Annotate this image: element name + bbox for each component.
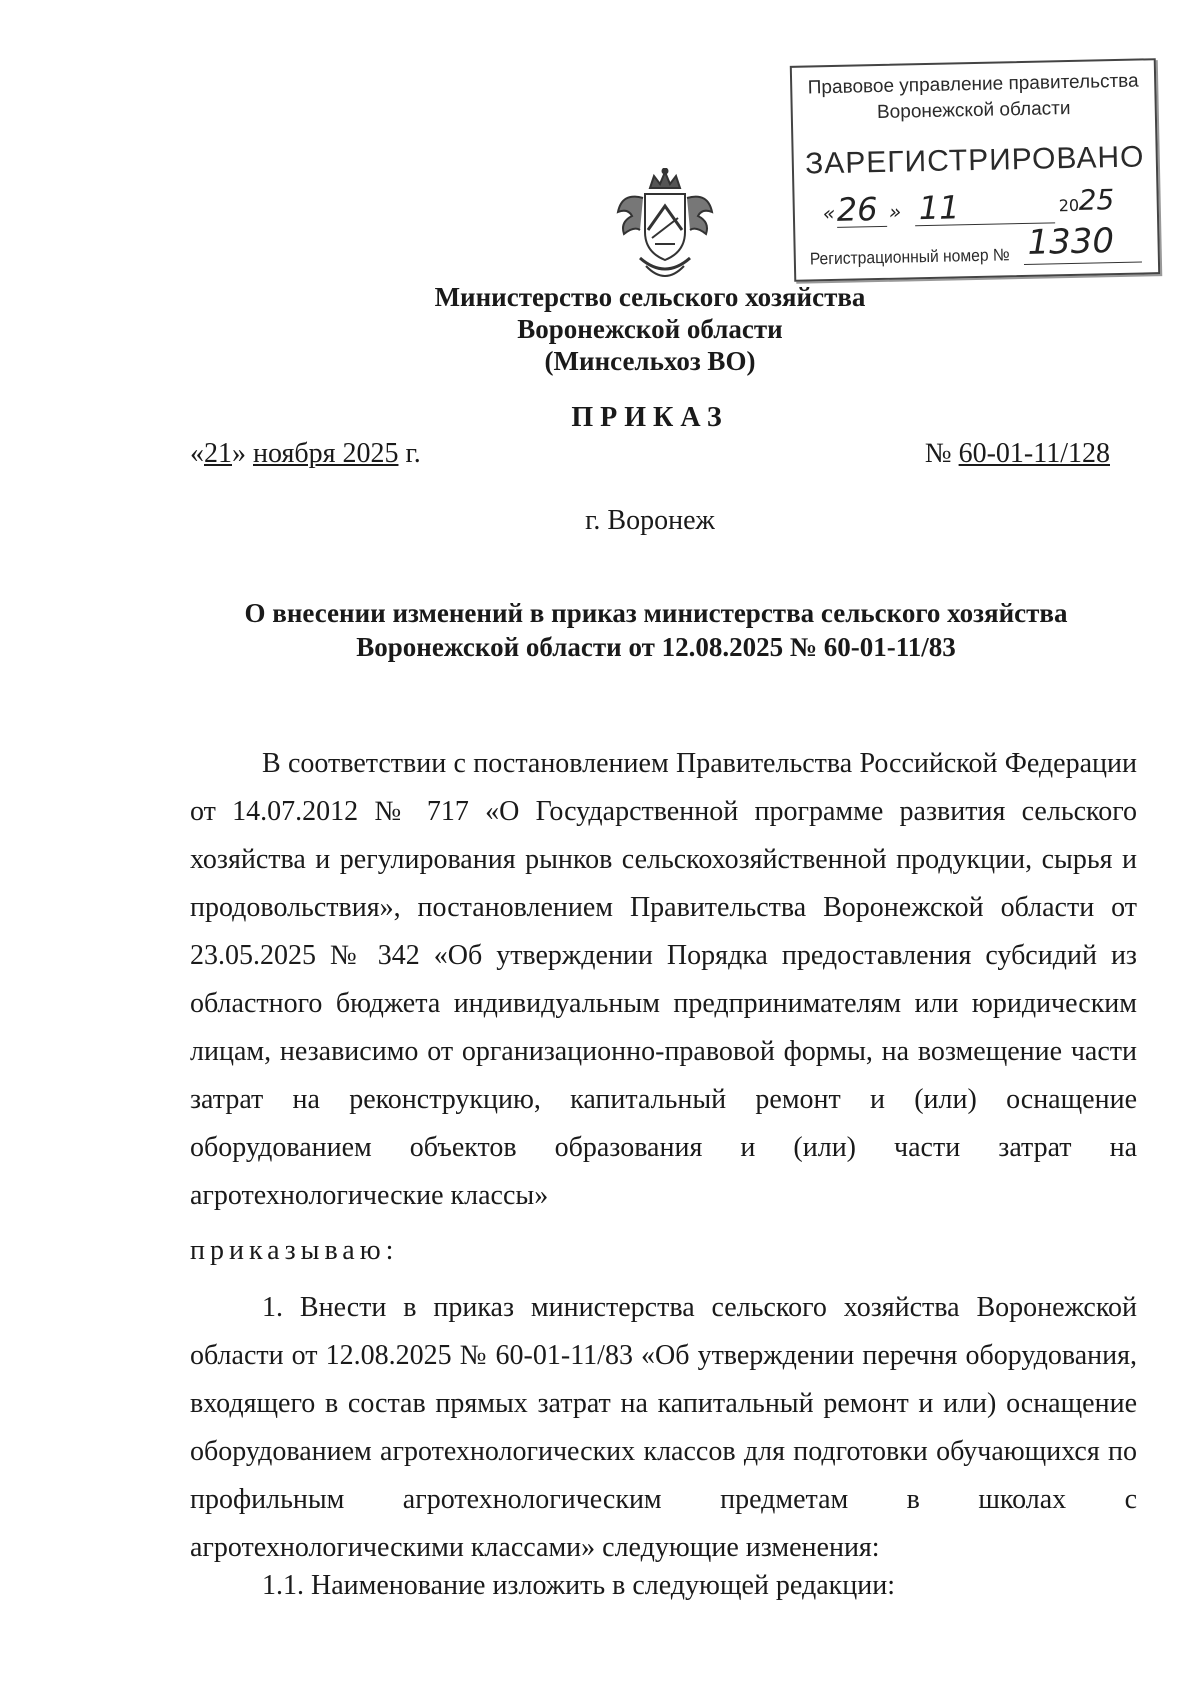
stamp-org-line2: Воронежской области (876, 97, 1071, 124)
body-paragraph-3: 1.1. Наименование изложить в следующей редакции: (262, 1570, 895, 1601)
order-word: приказываю: (190, 1235, 399, 1266)
stamp-date-day: 26 (836, 190, 878, 229)
document-type: ПРИКАЗ (571, 402, 729, 433)
date-month-year: ноября 2025 (253, 438, 399, 469)
date-close-quote: » (232, 438, 246, 469)
city: г. Воронеж (585, 505, 715, 536)
stamp-date-year-prefix: 20 (1058, 195, 1080, 216)
stamp-number-value: 1330 (1027, 221, 1115, 263)
body-paragraph-2: 1. Внести в приказ министерства сельского хозяйства Воронежской области от 12.08.2025 № 60-01-11/83 «Об утверждении перечня оборудования, входящего в состав прямых затрат на капитальный ремонт и или) оснащение оборудованием агротехнологических классов для подготовки обучающихся по профильным агротехнологическим предметам в школах с агротехнологическими классами» следующие изменения: (190, 1292, 1137, 1563)
subject-line1: О внесении изменений в приказ министерства сельского хозяйства (244, 598, 1068, 628)
stamp-status: ЗАРЕГИСТРИРОВАНО (804, 140, 1145, 181)
order-date (190, 438, 421, 470)
registration-stamp (790, 58, 1160, 282)
stamp-number-row (809, 221, 1150, 273)
order-number (925, 438, 1110, 470)
date-suffix: г. (398, 438, 421, 469)
coat-of-arms-icon (610, 168, 720, 286)
stamp-date-year-suffix: 25 (1078, 183, 1115, 217)
stamp-date-month: 11 (918, 188, 960, 228)
order-number-prefix: № (924, 438, 959, 469)
order-number-value: 60-01-11/128 (958, 438, 1110, 469)
stamp-quote-open: « (822, 200, 836, 226)
stamp-number-label: Регистрационный номер № (809, 245, 1010, 269)
date-open-quote: « (190, 438, 204, 469)
ministry-name-line1: Министерство сельского хозяйства (434, 282, 866, 312)
ministry-abbreviation: (Минсельхоз ВО) (544, 346, 756, 376)
stamp-org-line1: Правовое управление правительства (807, 70, 1139, 99)
body-paragraph-1: В соответствии с постановлением Правительства Российской Федерации от 14.07.2012 № 717 «О Государственной программе развития сельского хозяйства и регулирования рынков сельскохозяйственной продукции, сырья и продовольствия», постановлением Правительства Воронежской области от 23.05.2025 № 342 «Об утверждении Порядка предоставления субсидий из областного бюджета индивидуальным предпринимателям или юридическим лицам, независимо от организационно-правовой формы, на возмещение части затрат на реконструкцию, капитальный ремонт и (или) оснащение оборудованием объектов образования и (или) части затрат на агротехнологические классы» (190, 748, 1137, 1211)
date-day: 21 (204, 438, 232, 469)
ministry-name-line2: Воронежской области (517, 314, 783, 344)
stamp-quote-close: » (888, 199, 902, 224)
subject-line2: Воронежской области от 12.08.2025 № 60-01-11/83 (356, 632, 956, 662)
